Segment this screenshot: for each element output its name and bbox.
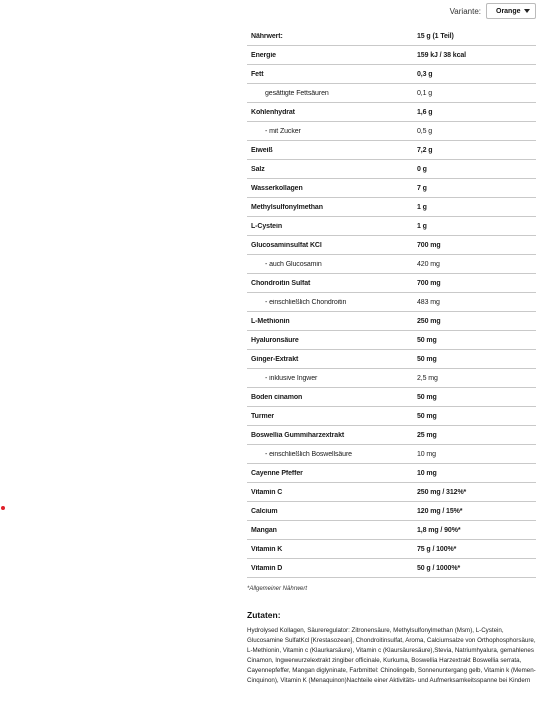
nutrient-name: - mit Zucker: [265, 127, 301, 135]
nutrient-name: - einschließlich Boswellsäure: [265, 450, 352, 458]
table-row: [247, 445, 536, 464]
nutrient-value: 1 g: [417, 222, 427, 230]
table-row: [247, 464, 536, 483]
nutrient-name: L-Methionin: [251, 317, 290, 325]
table-row: [247, 540, 536, 559]
red-dot-marker: [1, 506, 5, 510]
table-row: [247, 198, 536, 217]
caret-down-icon: [524, 9, 530, 13]
nutrient-name: Hyaluronsäure: [251, 336, 299, 344]
table-row: [247, 103, 536, 122]
table-row: [247, 122, 536, 141]
nutrient-name: Boden cinamon: [251, 393, 303, 401]
nutrient-value: 75 g / 100%*: [417, 545, 457, 553]
variant-selector: [450, 2, 536, 20]
table-row: [247, 483, 536, 502]
nutrient-value: 159 kJ / 38 kcal: [417, 51, 466, 59]
variant-label: Variante:: [449, 6, 481, 16]
nutrient-name: Vitamin K: [251, 545, 283, 553]
nutrient-value: 0,1 g: [417, 89, 433, 97]
nutrient-value: 250 mg: [417, 317, 441, 325]
nutrient-name: Eiweiß: [251, 146, 273, 154]
nutrient-name: - auch Glucosamin: [265, 260, 322, 268]
table-row: [247, 179, 536, 198]
nutrient-value: 25 mg: [417, 431, 437, 439]
table-row: [247, 388, 536, 407]
nutrient-name: Mangan: [251, 526, 277, 534]
nutrient-value: 120 mg / 15%*: [417, 507, 463, 515]
table-row: [247, 160, 536, 179]
table-row: [247, 502, 536, 521]
table-row: [247, 236, 536, 255]
table-row: [247, 274, 536, 293]
table-row: [247, 46, 536, 65]
nutrient-name: Vitamin C: [251, 488, 283, 496]
nutrient-value: 0,5 g: [417, 127, 433, 135]
table-header-row: [247, 27, 536, 46]
table-row: [247, 559, 536, 578]
nutrient-name: Calcium: [251, 507, 278, 515]
table-row: [247, 141, 536, 160]
ingredients-title: Zutaten:: [247, 610, 281, 620]
nutrient-name: - inklusive Ingwer: [265, 374, 318, 382]
table-row: [247, 84, 536, 103]
nutrient-name: Fett: [251, 70, 264, 78]
nutrient-value: 0,3 g: [417, 70, 433, 78]
nutrient-value: 483 mg: [417, 298, 440, 306]
table-row: [247, 65, 536, 84]
nutrient-value: 10 mg: [417, 450, 436, 458]
variant-selected-value: Orange: [496, 7, 521, 15]
nutrient-name: Ginger-Extrakt: [251, 355, 299, 363]
header-name: Nährwert:: [251, 32, 283, 40]
table-row: [247, 350, 536, 369]
header-value: 15 g (1 Teil): [417, 32, 454, 40]
nutrient-value: 10 mg: [417, 469, 437, 477]
table-row: [247, 426, 536, 445]
nutrient-value: 50 mg: [417, 393, 437, 401]
nutrient-value: 50 g / 1000%*: [417, 564, 461, 572]
nutrient-value: 50 mg: [417, 355, 437, 363]
nutrient-value: 700 mg: [417, 241, 441, 249]
table-row: [247, 369, 536, 388]
nutrient-name: Kohlenhydrat: [251, 108, 295, 116]
table-row: [247, 255, 536, 274]
nutrient-value: 1 g: [417, 203, 427, 211]
footnote: *Allgemeiner Nährwert: [247, 586, 308, 592]
nutrient-name: Energie: [251, 51, 276, 59]
nutrient-name: Salz: [251, 165, 265, 173]
nutrient-value: 700 mg: [417, 279, 441, 287]
nutrient-name: gesättigte Fettsäuren: [265, 89, 329, 97]
nutrient-name: Wasserkollagen: [251, 184, 303, 192]
table-row: [247, 293, 536, 312]
nutrient-value: 50 mg: [417, 336, 437, 344]
nutrient-value: 7,2 g: [417, 146, 433, 154]
nutrient-name: - einschließlich Chondroitin: [265, 298, 347, 306]
nutrient-name: Boswellia Gummiharzextrakt: [251, 431, 345, 439]
nutrient-name: Glucosaminsulfat KCl: [251, 241, 322, 249]
table-row: [247, 217, 536, 236]
nutrient-value: 1,8 mg / 90%*: [417, 526, 461, 534]
nutrient-name: Methylsulfonylmethan: [251, 203, 323, 211]
nutrient-value: 0 g: [417, 165, 427, 173]
nutrient-value: 7 g: [417, 184, 427, 192]
variant-dropdown[interactable]: [486, 3, 536, 19]
nutrient-value: 1,6 g: [417, 108, 433, 116]
nutrient-value: 2,5 mg: [417, 374, 438, 382]
nutrient-value: 50 mg: [417, 412, 437, 420]
nutrient-name: Cayenne Pfeffer: [251, 469, 303, 477]
table-row: [247, 407, 536, 426]
nutrient-value: 420 mg: [417, 260, 440, 268]
table-row: [247, 521, 536, 540]
nutrient-name: L-Cystein: [251, 222, 282, 230]
nutrition-table: [247, 27, 536, 578]
nutrient-value: 250 mg / 312%*: [417, 488, 467, 496]
table-row: [247, 331, 536, 350]
nutrient-name: Chondroitin Sulfat: [251, 279, 311, 287]
ingredients-text: Hydrolysed Kollagen, Säureregulator: Zitronensäure, Methylsulfonylmethan (Msm), L-Cystein, Glucosamine SulfatKcl [Krestasozean], Chondroitinsulfat, Aroma, Calciumsalze von Orthophosphorsäure, L-Methionin, Vitamin c (Klaurkarsäure), Vitamin c (Klaursäuresäure),Stevia, Natriumhyalura, gemahlenes Cinamon, Ingwerwurzelextrakt zingiber officinale, Kurkuma, Boswellia Harzextrakt Boswellia serrata, Cayennepfeffer, Mangan diglyninate, Farbmittel: Chinolingelb, Sonnenuntergang gelb, Vitamin k (Memen-Cinquinon), Vitamin K (Menaquinon)Nachteile einer Aktivitäts- und Aufmerksamkeitsspanne bei Kindern: [247, 627, 536, 684]
table-row: [247, 312, 536, 331]
nutrient-name: Turmer: [251, 412, 274, 420]
nutrient-name: Vitamin D: [251, 564, 283, 572]
